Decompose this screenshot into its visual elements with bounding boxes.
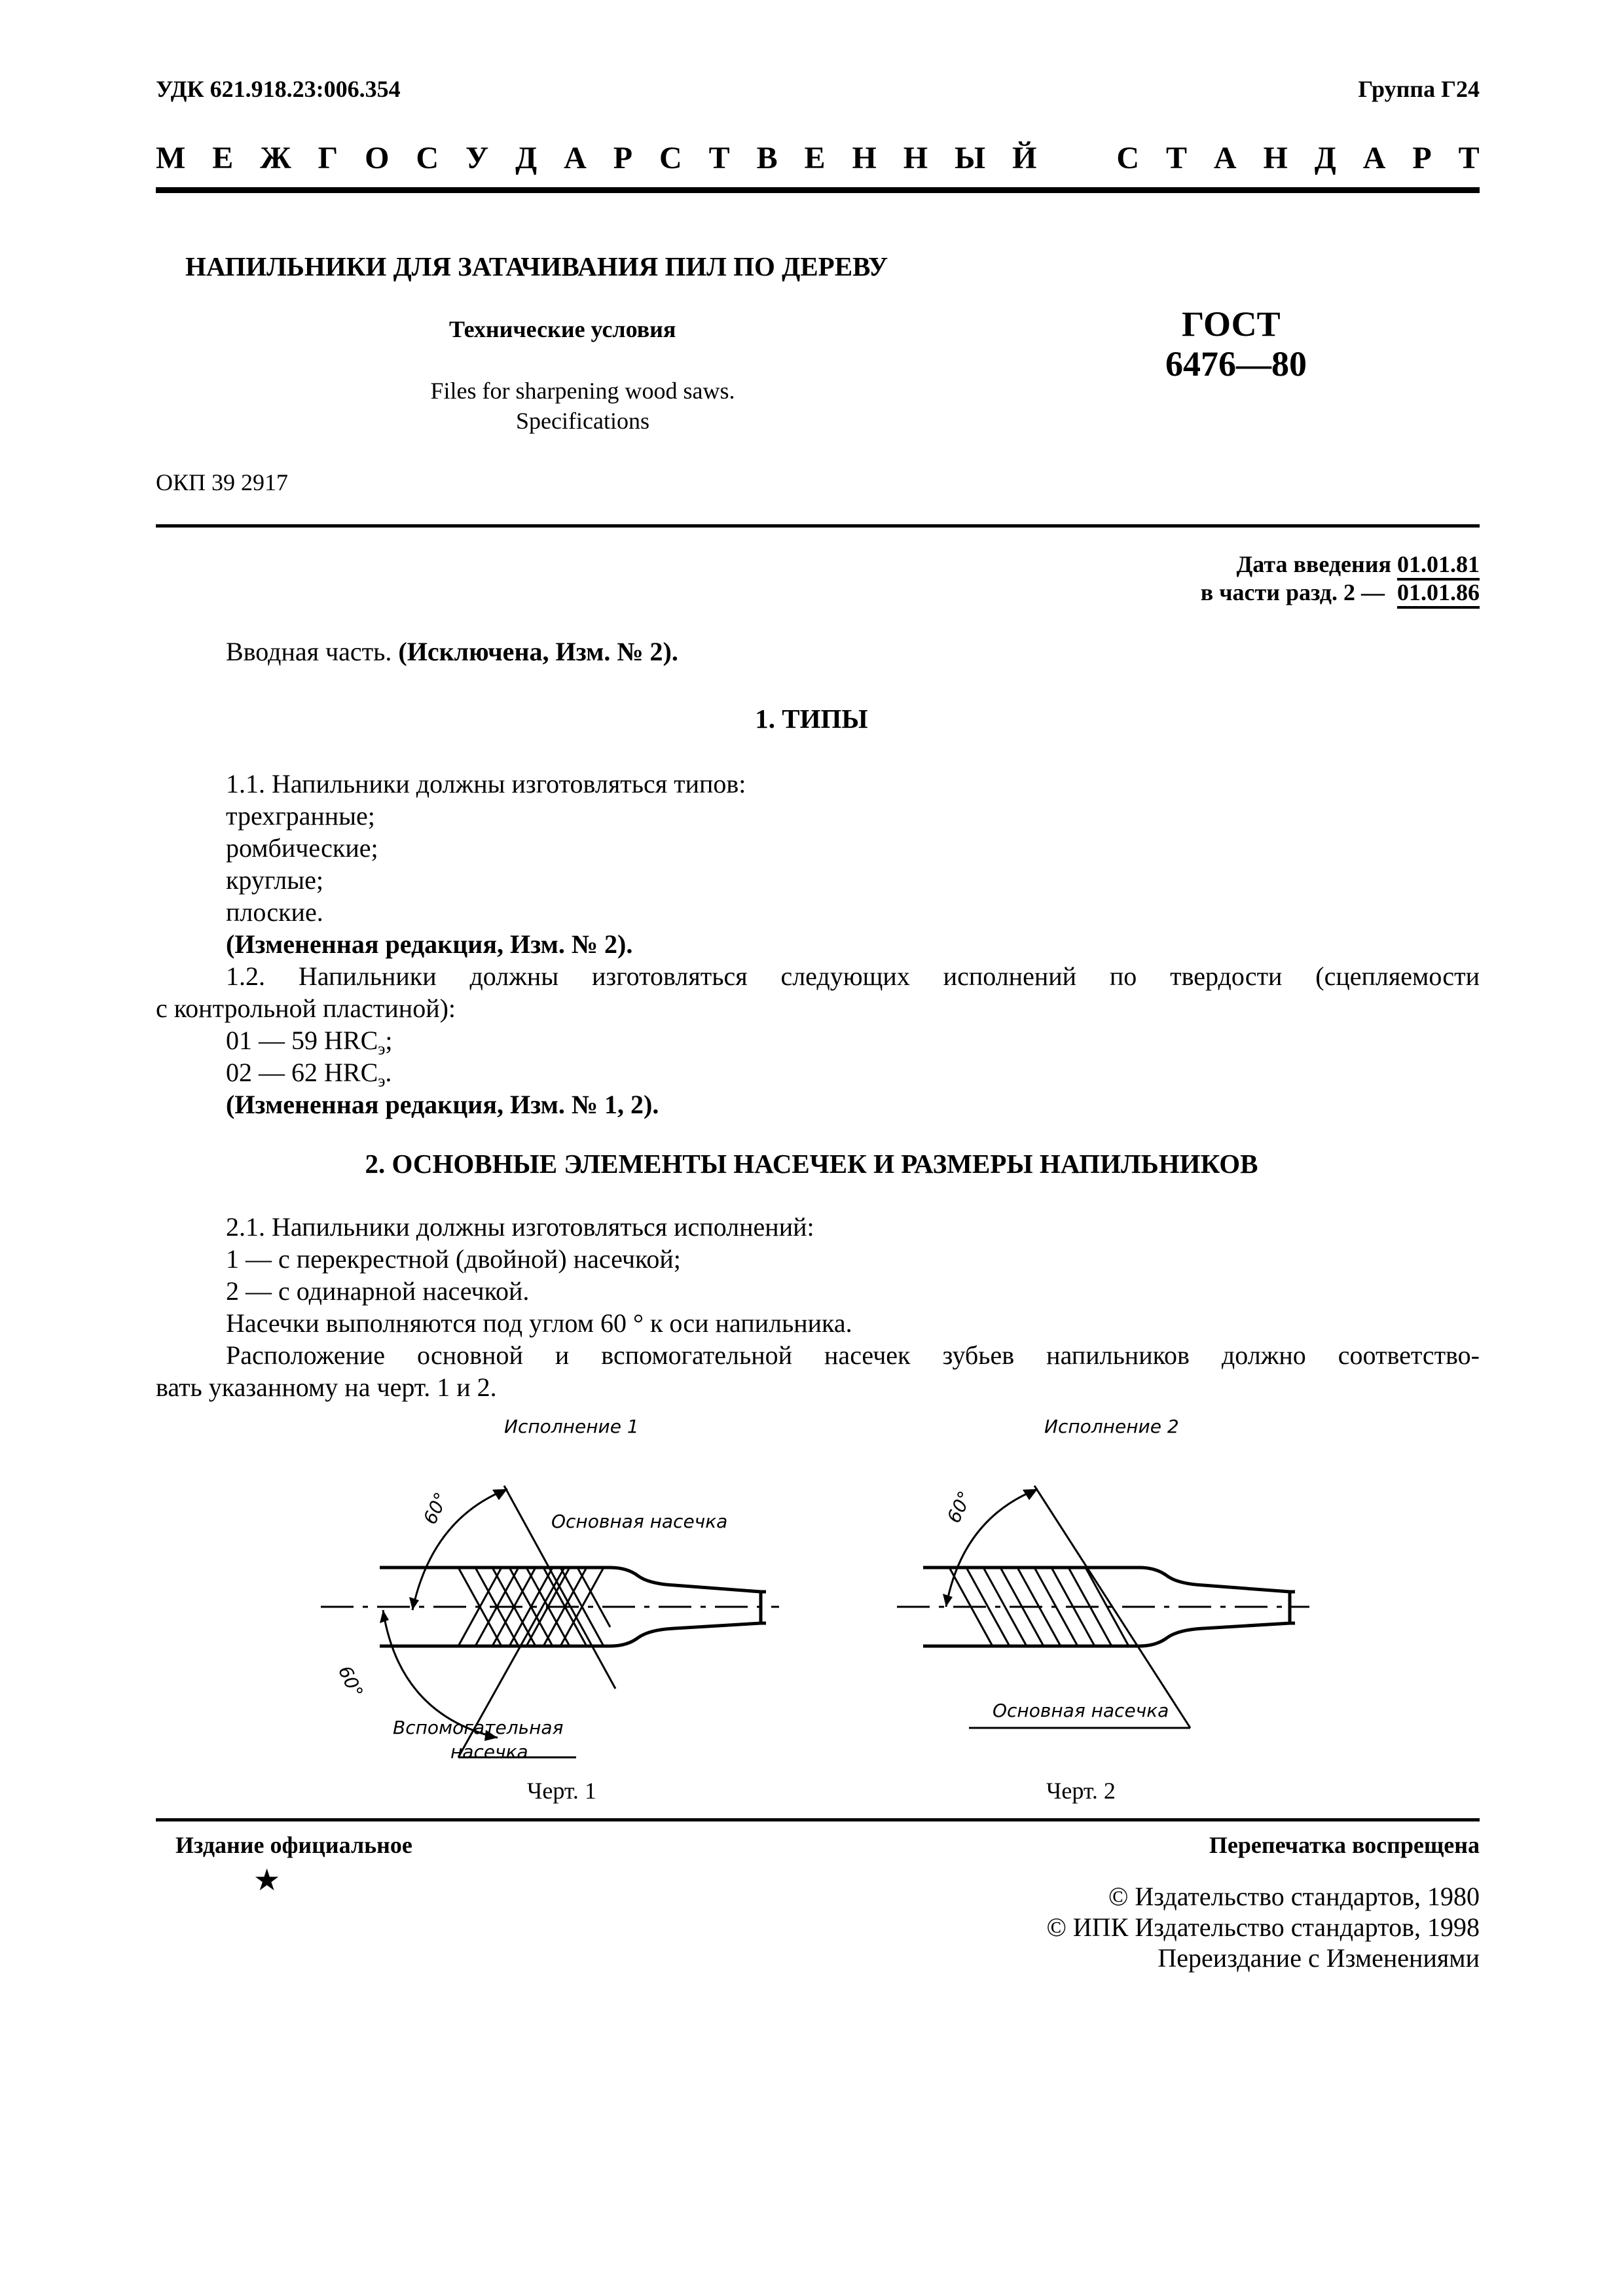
figure-1-aux-cut-label-2: насечка <box>450 1741 528 1763</box>
banner-letter: Е <box>212 140 234 175</box>
banner-letter: О <box>365 140 390 175</box>
part-date <box>1201 579 1480 606</box>
banner-letter: С <box>659 140 682 175</box>
banner-letter: С <box>1116 140 1139 175</box>
copyright-1998: © ИПК Издательство стандартов, 1998 <box>1046 1912 1480 1942</box>
type-item: плоские. <box>226 897 323 927</box>
banner-letter: Н <box>1263 140 1288 175</box>
cut-layout-line2: вать указанному на черт. 1 и 2. <box>156 1372 497 1402</box>
footer-rule <box>156 1818 1480 1821</box>
figure-1-main-cut-label: Основная насечка <box>551 1511 728 1532</box>
banner-letter: М <box>156 140 186 175</box>
section-1-heading: 1. ТИПЫ <box>755 704 868 734</box>
copyright-1980: © Издательство стандартов, 1980 <box>1108 1882 1480 1911</box>
banner-letter: Й <box>1012 140 1037 175</box>
udc-code: УДК 621.918.23:006.354 <box>156 76 401 102</box>
banner-letter: Т <box>1458 140 1480 175</box>
figure-2-caption: Черт. 2 <box>1046 1778 1116 1804</box>
banner-letter: Н <box>852 140 877 175</box>
banner-letter: А <box>564 140 587 175</box>
banner-letter: Р <box>613 140 633 175</box>
banner-letter: Н <box>903 140 928 175</box>
document-subtitle: Технические условия <box>449 316 676 342</box>
intro-date <box>1237 550 1480 578</box>
reprint-prohibited: Перепечатка воспрещена <box>1209 1832 1480 1858</box>
clause-1-1: 1.1. Напильники должны изготовляться типов: <box>226 769 746 798</box>
official-edition: Издание официальное <box>175 1832 412 1858</box>
star-icon: ★ <box>253 1863 281 1897</box>
banner-letter: Т <box>708 140 730 175</box>
banner-letter: А <box>1362 140 1386 175</box>
figure-2-title: Исполнение 2 <box>1044 1416 1179 1437</box>
type-item: ромбические; <box>226 833 378 863</box>
clause-1-2-line1: 1.2. Напильники должны изготовляться следующих исполнений по твердости (сцепляемости <box>226 961 1480 991</box>
intro-note: (Исключена, Изм. № 2). <box>398 637 678 666</box>
part-date-value: 01.01.86 <box>1397 579 1480 609</box>
header-rule <box>156 187 1480 193</box>
type-item: круглые; <box>226 865 323 895</box>
banner-letter: В <box>756 140 778 175</box>
banner-letter: А <box>1213 140 1237 175</box>
banner-letter: Д <box>1314 140 1336 175</box>
execution-1: 1 — с перекрестной (двойной) насечкой; <box>226 1244 681 1274</box>
figure-1-caption: Черт. 1 <box>527 1778 596 1804</box>
banner-letter: С <box>416 140 439 175</box>
type-item: трехгранные; <box>226 801 375 831</box>
section-2-heading: 2. ОСНОВНЫЕ ЭЛЕМЕНТЫ НАСЕЧЕК И РАЗМЕРЫ НАПИЛЬНИКОВ <box>365 1149 1258 1179</box>
intro-paragraph <box>226 637 678 667</box>
cut-layout-line1: Расположение основной и вспомогательной насечек зубьев напильников должно соответство- <box>226 1340 1480 1370</box>
figure-2-main-cut-label: Основная насечка <box>993 1700 1169 1721</box>
group-code: Группа Г24 <box>1358 76 1480 102</box>
amendment-note: (Измененная редакция, Изм. № 2). <box>226 929 633 959</box>
gost-number: 6476—80 <box>1165 344 1307 384</box>
intro-date-value: 01.01.81 <box>1397 551 1480 581</box>
hardness-01: 01 — 59 $HRC_э$; <box>226 1026 393 1058</box>
document-title: НАПИЛЬНИКИ ДЛЯ ЗАТАЧИВАНИЯ ПИЛ ПО ДЕРЕВУ <box>185 251 888 281</box>
gost-label: ГОСТ <box>1182 304 1281 344</box>
reissue-note: Переиздание с Изменениями <box>1158 1943 1480 1973</box>
banner-letter: Ж <box>260 140 291 175</box>
execution-2: 2 — с одинарной насечкой. <box>226 1276 530 1306</box>
okp-code: ОКП 39 2917 <box>156 469 289 495</box>
figure-1-title: Исполнение 1 <box>504 1416 639 1437</box>
part-date-label: в части разд. 2 — <box>1200 579 1385 605</box>
banner-letter: Д <box>515 140 538 175</box>
title-rule <box>156 524 1480 528</box>
intro-date-label: Дата введения <box>1236 551 1391 577</box>
banner-letter: Р <box>1412 140 1432 175</box>
english-title-line2: Specifications <box>516 408 649 434</box>
standard-banner <box>156 135 1480 181</box>
amendment-note: (Измененная редакция, Изм. № 1, 2). <box>226 1090 659 1119</box>
intro-text: Вводная часть. <box>226 637 392 666</box>
figure-1-aux-cut-label: Вспомогательная <box>393 1717 564 1738</box>
banner-letter: Г <box>318 140 338 175</box>
banner-letter: Ы <box>955 140 986 175</box>
english-title-line1: Files for sharpening wood saws. <box>430 378 735 404</box>
figure-2-angle: 60° <box>943 1488 976 1526</box>
banner-letter: Т <box>1165 140 1187 175</box>
clause-1-2-line2: с контрольной пластиной): <box>156 994 456 1023</box>
figure-1-angle-bottom: 60° <box>334 1662 367 1701</box>
hardness-02: 02 — 62 $HRC_э$. <box>226 1058 392 1090</box>
clause-2-1: 2.1. Напильники должны изготовляться исполнений: <box>226 1212 814 1242</box>
cut-angle-text: Насечки выполняются под углом 60 ° к оси напильника. <box>226 1308 852 1338</box>
banner-letter: У <box>465 140 489 175</box>
figure-1-angle-top: 60° <box>419 1489 452 1528</box>
banner-letter: Е <box>804 140 826 175</box>
